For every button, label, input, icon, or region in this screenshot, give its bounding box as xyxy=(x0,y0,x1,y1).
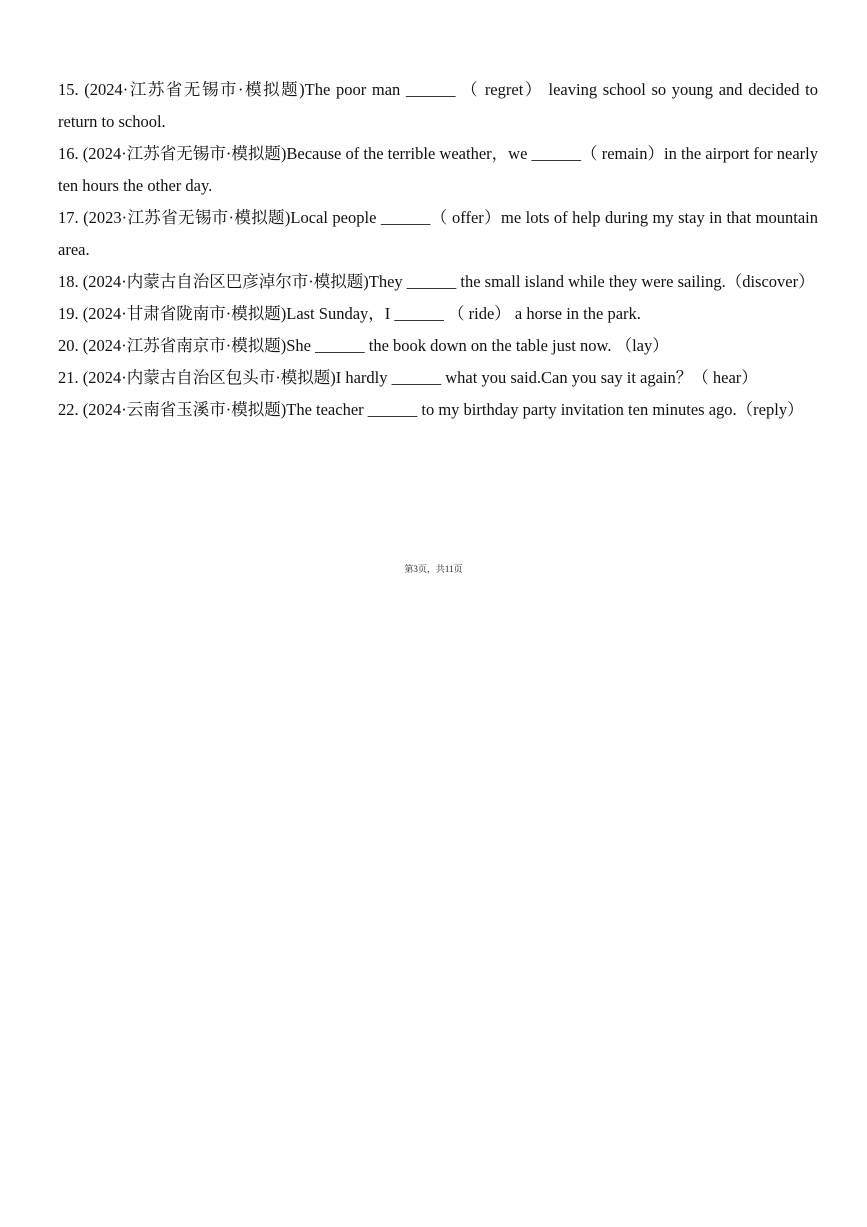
question-list xyxy=(58,74,818,426)
question-number: 16. xyxy=(58,144,79,163)
question-source: (2024·甘肃省陇南市·模拟题) xyxy=(82,304,287,323)
question-text: I hardly ______ what you said.Can you say it again？（ hear） xyxy=(335,368,758,387)
question-text: Because of the terrible weather，we ______（ remain）in the airport for nearly ten hours the other day. xyxy=(58,144,819,195)
question-18 xyxy=(58,266,818,298)
question-number: 17. xyxy=(58,208,79,227)
question-text: They ______ the small island while they were sailing.（discover） xyxy=(368,272,815,291)
question-number: 15. xyxy=(58,80,79,99)
question-number: 19. xyxy=(58,304,79,323)
question-text: Last Sunday，I ______ （ ride） a horse in the park. xyxy=(286,304,641,323)
question-number: 22. xyxy=(58,400,79,419)
question-20 xyxy=(58,330,818,362)
question-text: The poor man ______ （ regret） leaving school so young and decided to return to school. xyxy=(58,80,819,131)
question-number: 20. xyxy=(58,336,79,355)
question-text: The teacher ______ to my birthday party invitation ten minutes ago.（reply） xyxy=(286,400,804,419)
page-footer xyxy=(0,561,867,577)
question-source: (2024·内蒙古自治区巴彦淖尔市·模拟题) xyxy=(82,272,369,291)
question-number: 18. xyxy=(58,272,79,291)
question-16 xyxy=(58,138,818,202)
question-text: She ______ the book down on the table just now. （lay） xyxy=(286,336,669,355)
question-source: (2023·江苏省无锡市·模拟题) xyxy=(83,208,291,227)
question-source: (2024·云南省玉溪市·模拟题) xyxy=(82,400,287,419)
question-source: (2024·江苏省无锡市·模拟题) xyxy=(82,144,287,163)
question-source: (2024·江苏省无锡市·模拟题) xyxy=(84,80,305,99)
question-text: Local people ______（ offer）me lots of help during my stay in that mountain area. xyxy=(58,208,819,259)
question-17 xyxy=(58,202,818,266)
question-number: 21. xyxy=(58,368,79,387)
question-21 xyxy=(58,362,818,394)
question-15 xyxy=(58,74,818,138)
page-number-label: 第3页，共11页 xyxy=(404,564,463,574)
question-source: (2024·内蒙古自治区包头市·模拟题) xyxy=(82,368,336,387)
question-22 xyxy=(58,394,818,426)
question-19 xyxy=(58,298,818,330)
question-source: (2024·江苏省南京市·模拟题) xyxy=(82,336,287,355)
